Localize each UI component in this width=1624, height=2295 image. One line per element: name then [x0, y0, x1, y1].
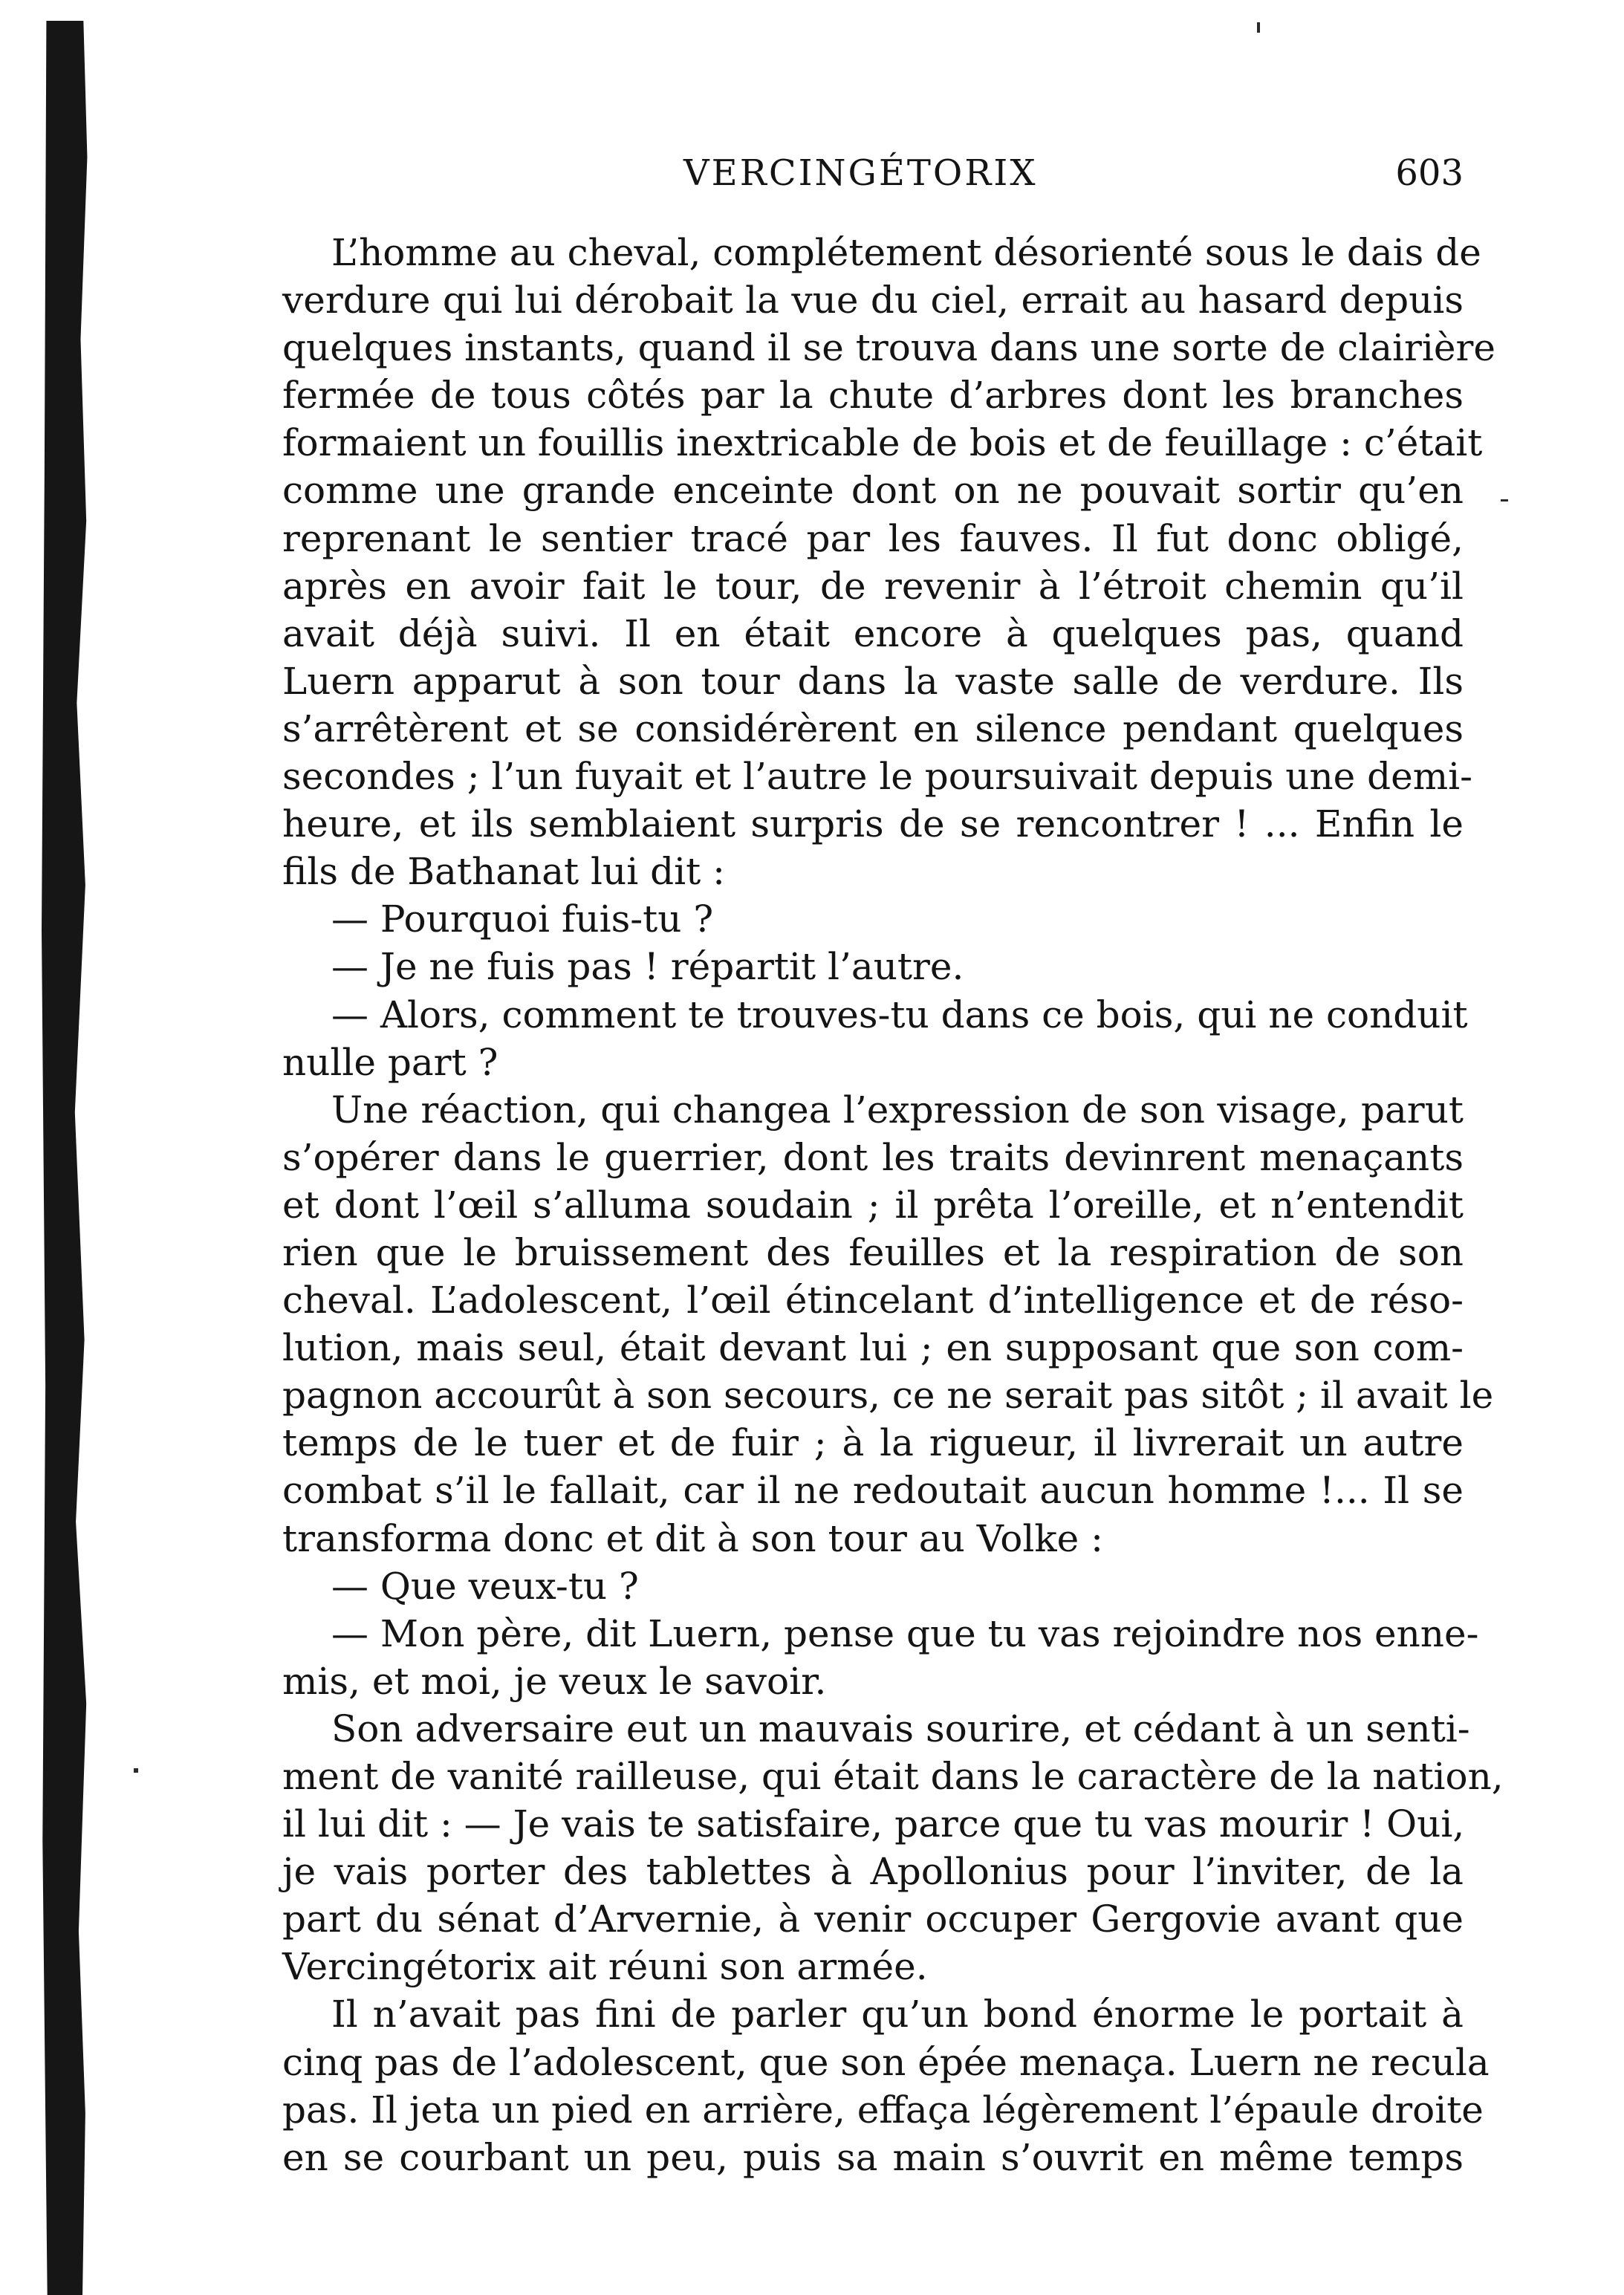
text-line: cheval. L’adolescent, l’œil étincelant d’intelligence et de réso-	[282, 1279, 1464, 1322]
page-binding-edge	[42, 21, 89, 2295]
text-line: L’homme au cheval, complétement désorienté sous le dais de	[331, 231, 1481, 274]
text-line: — Je ne fuis pas ! répartit l’autre.	[331, 945, 964, 989]
text-line: part du sénat d’Arvernie, à venir occuper Gergovie avant que	[282, 1898, 1464, 1941]
text-line: en se courbant un peu, puis sa main s’ouvrit en même temps	[282, 2135, 1464, 2179]
text-line: nulle part ?	[282, 1040, 498, 1084]
text-line: — Pourquoi fuis-tu ?	[331, 897, 714, 941]
text-line: s’arrêtèrent et se considérèrent en silence pendant quelques	[282, 707, 1464, 750]
text-line: transforma donc et dit à son tour au Volke :	[282, 1516, 1103, 1560]
text-line: lution, mais seul, était devant lui ; en supposant que son com-	[282, 1326, 1464, 1370]
text-line: Une réaction, qui changea l’expression de son visage, parut	[331, 1088, 1464, 1132]
text-line: après en avoir fait le tour, de revenir à l’étroit chemin qu’il	[282, 564, 1464, 608]
text-line: s’opérer dans le guerrier, dont les traits devinrent menaçants	[282, 1135, 1464, 1179]
text-line: et dont l’œil s’alluma soudain ; il prêta l’oreille, et n’entendit	[282, 1183, 1464, 1227]
text-line: Vercingétorix ait réuni son armée.	[282, 1945, 928, 1989]
text-line: — Alors, comment te trouves-tu dans ce bois, qui ne conduit	[331, 993, 1468, 1036]
speck-mark	[134, 1768, 138, 1773]
text-line: heure, et ils semblaient surpris de se rencontrer ! ... Enfin le	[282, 802, 1464, 846]
text-line: avait déjà suivi. Il en était encore à quelques pas, quand	[282, 611, 1464, 655]
text-line: rien que le bruissement des feuilles et la respiration de son	[282, 1230, 1464, 1274]
text-line: formaient un fouillis inextricable de bois et de feuillage : c’était	[282, 421, 1483, 465]
running-head	[282, 152, 1464, 212]
text-line: Son adversaire eut un mauvais sourire, et cédant à un senti-	[331, 1707, 1470, 1750]
page-number: 603	[1395, 152, 1464, 194]
text-line: comme une grande enceinte dont on ne pouvait sortir qu’en	[282, 469, 1464, 513]
text-line: combat s’il le fallait, car il ne redoutait aucun homme !... Il se	[282, 1469, 1464, 1513]
text-line: reprenant le sentier tracé par les fauves. Il fut donc obligé,	[282, 516, 1464, 560]
text-line: — Que veux-tu ?	[331, 1564, 639, 1608]
speck-mark	[1257, 22, 1260, 33]
text-line: pagnon accourût à son secours, ce ne serait pas sitôt ; il avait le	[282, 1374, 1494, 1418]
text-line: il lui dit : — Je vais te satisfaire, parce que tu vas mourir ! Oui,	[282, 1802, 1465, 1846]
running-head-title: VERCINGÉTORIX	[683, 152, 1038, 194]
text-line: temps de le tuer et de fuir ; à la rigueur, il livrerait un autre	[282, 1421, 1464, 1465]
text-line: fermée de tous côtés par la chute d’arbres dont les branches	[282, 374, 1464, 418]
text-line: pas. Il jeta un pied en arrière, effaça légèrement l’épaule droite	[282, 2088, 1484, 2132]
text-line: secondes ; l’un fuyait et l’autre le poursuivait depuis une demi-	[282, 755, 1473, 799]
text-line: verdure qui lui dérobait la vue du ciel, errait au hasard depuis	[282, 279, 1464, 322]
body-text	[282, 229, 1504, 2181]
text-line: ment de vanité railleuse, qui était dans le caractère de la nation,	[282, 1755, 1504, 1798]
text-line: Luern apparut à son tour dans la vaste salle de verdure. Ils	[282, 659, 1464, 703]
text-line: je vais porter des tablettes à Apollonius pour l’inviter, de la	[282, 1850, 1464, 1894]
text-line: cinq pas de l’adolescent, que son épée menaça. Luern ne recula	[282, 2040, 1490, 2084]
text-line: quelques instants, quand il se trouva dans une sorte de clairière	[282, 326, 1495, 370]
text-line: Il n’avait pas fini de parler qu’un bond énorme le portait à	[331, 1993, 1464, 2036]
text-line: mis, et moi, je veux le savoir.	[282, 1659, 827, 1703]
text-line: fils de Bathanat lui dit :	[282, 850, 725, 894]
text-line: — Mon père, dit Luern, pense que tu vas rejoindre nos enne-	[331, 1611, 1479, 1655]
speck-mark	[1501, 499, 1508, 501]
